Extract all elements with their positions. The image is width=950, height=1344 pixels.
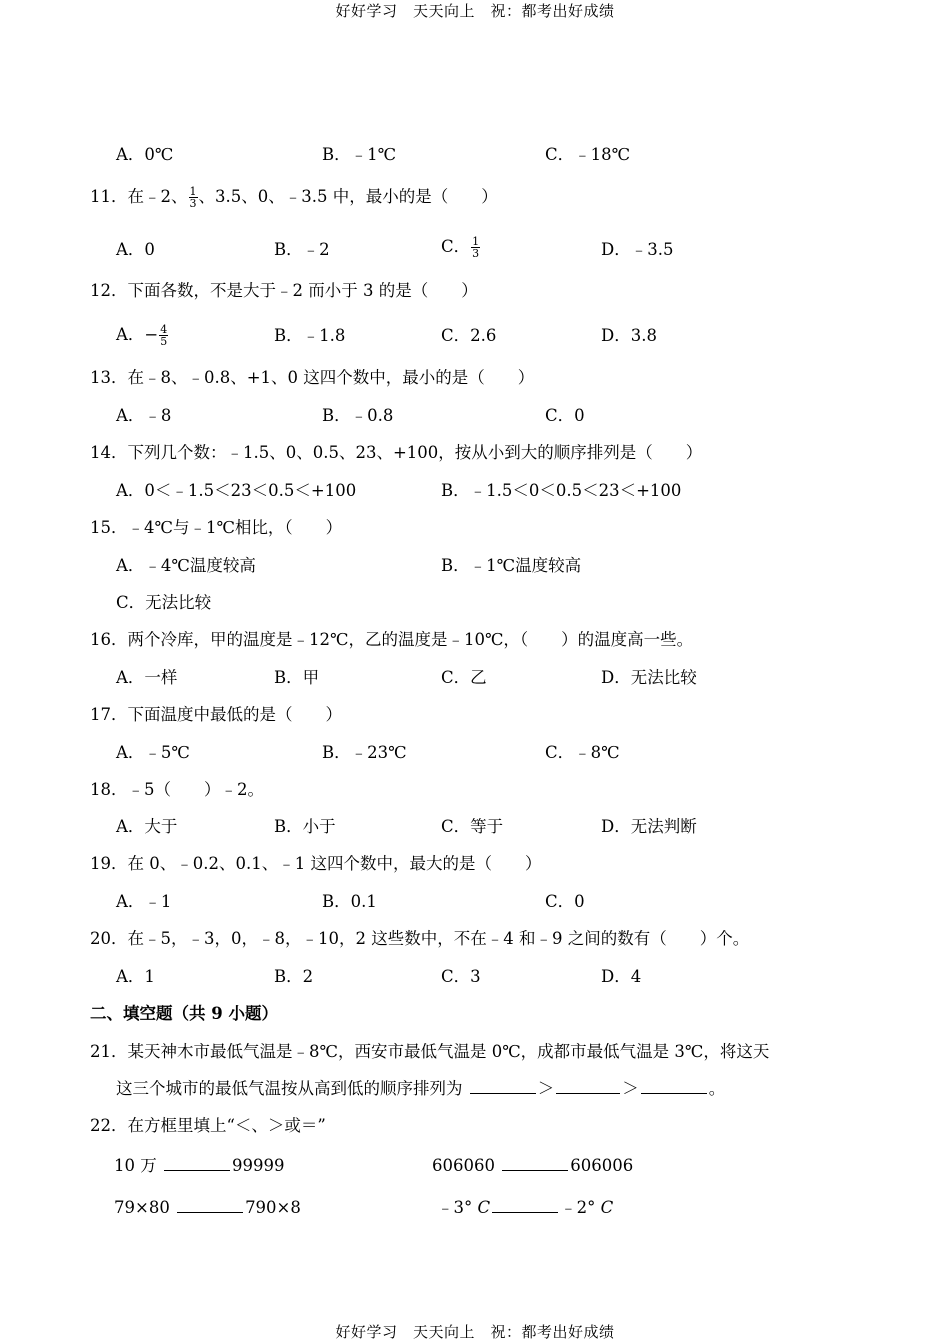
q22-row1-right xyxy=(432,1155,633,1177)
q12-option-d: D．3.8 xyxy=(601,326,657,345)
q11-fraction xyxy=(189,186,198,209)
q17-stem: 17．下面温度中最低的是（ ） xyxy=(90,705,342,724)
q10-option-b: B．﹣1℃ xyxy=(322,145,397,164)
q18-option-d: D．无法判断 xyxy=(601,817,697,836)
q11-option-a: A．0 xyxy=(116,240,155,259)
q19-option-b: B．0.1 xyxy=(322,892,377,911)
q22-r2-right-blank[interactable] xyxy=(492,1197,558,1213)
page-header: 好好学习 天天向上 祝：都考出好成绩 xyxy=(335,2,615,20)
q16-option-b: B．甲 xyxy=(274,668,320,687)
q18-option-b: B．小于 xyxy=(274,817,336,836)
q11-option-c-label: C． xyxy=(441,237,471,256)
section-title-fill-in: 二、填空题（共 9 小题） xyxy=(90,1004,278,1023)
q21-line2-text: 这三个城市的最低气温按从高到低的顺序排列为 xyxy=(116,1079,468,1098)
q16-stem: 16．两个冷库，甲的温度是﹣12℃，乙的温度是﹣10℃，（ ）的温度高一些。 xyxy=(90,630,694,649)
q20-option-c: C．3 xyxy=(441,967,481,986)
q14-option-a: A．0＜﹣1.5＜23＜0.5＜+100 xyxy=(116,481,357,500)
page-footer: 好好学习 天天向上 祝：都考出好成绩 xyxy=(335,1323,615,1341)
q12-option-a xyxy=(116,324,169,347)
q11-option-d: D．﹣3.5 xyxy=(601,240,674,259)
q22-row2-right xyxy=(437,1197,613,1219)
q21-gt-1: ＞ xyxy=(537,1079,555,1098)
q22-r2-right-unit-2: C xyxy=(600,1198,614,1217)
q19-stem: 19．在 0、﹣0.2、0.1、﹣1 这四个数中，最大的是（ ） xyxy=(90,854,542,873)
q11-option-b: B．﹣2 xyxy=(274,240,330,259)
q21-end: 。 xyxy=(708,1079,726,1098)
q22-r2-right-unit-1: C xyxy=(477,1198,491,1217)
q14-stem: 14．下列几个数：﹣1.5、0、0.5、23、+100，按从小到大的顺序排列是（ ） xyxy=(90,443,703,462)
q16-option-d: D．无法比较 xyxy=(601,668,697,687)
q12-stem: 12．下面各数，不是大于﹣2 而小于 3 的是（ ） xyxy=(90,281,478,300)
q17-option-b: B．﹣23℃ xyxy=(322,743,407,762)
q12-option-a-label: A．− xyxy=(116,325,159,344)
q22-r1-left-a: 10 万 xyxy=(114,1156,162,1175)
q13-option-c: C．0 xyxy=(545,406,585,425)
q21-stem-line1: 21．某天神木市最低气温是﹣8℃，西安市最低气温是 0℃，成都市最低气温是 3℃，将这天 xyxy=(90,1042,770,1061)
q11-option-c xyxy=(441,236,481,259)
q11-stem xyxy=(90,186,498,209)
q12-option-b: B．﹣1.8 xyxy=(274,326,346,345)
q10-option-c: C．﹣18℃ xyxy=(545,145,631,164)
q20-stem: 20．在﹣5，﹣3，0，﹣8，﹣10，2 这些数中，不在﹣4 和﹣9 之间的数有（ ）个。 xyxy=(90,929,750,948)
q15-stem: 15．﹣4℃与﹣1℃相比，（ ） xyxy=(90,518,343,537)
q18-option-c: C．等于 xyxy=(441,817,504,836)
q19-option-a: A．﹣1 xyxy=(116,892,172,911)
q22-r2-right-b: ﹣2° xyxy=(560,1198,596,1217)
q11-stem-suffix: 、3.5、0、﹣3.5 中，最小的是（ ） xyxy=(198,187,498,206)
q12-option-c: C．2.6 xyxy=(441,326,497,345)
q11-option-c-den: 3 xyxy=(472,247,480,260)
q11-option-c-fraction xyxy=(471,236,480,259)
q22-r1-left-blank[interactable] xyxy=(164,1155,230,1171)
q11-option-c-num: 1 xyxy=(472,235,480,248)
q21-blank-3[interactable] xyxy=(641,1078,707,1094)
q20-option-d: D．4 xyxy=(601,967,642,986)
q13-option-b: B．﹣0.8 xyxy=(322,406,394,425)
q21-gt-2: ＞ xyxy=(622,1079,639,1098)
q16-option-a: A．一样 xyxy=(116,668,178,687)
q22-r1-left-b: 99999 xyxy=(232,1156,285,1175)
q22-stem: 22．在方框里填上“＜、＞或＝” xyxy=(90,1116,326,1135)
q11-fraction-num: 1 xyxy=(189,185,197,198)
q22-r1-right-blank[interactable] xyxy=(502,1155,568,1171)
q22-row1-left xyxy=(114,1155,285,1177)
q17-option-a: A．﹣5℃ xyxy=(116,743,190,762)
q19-option-c: C．0 xyxy=(545,892,585,911)
q20-option-b: B．2 xyxy=(274,967,314,986)
q22-r1-right-a: 606060 xyxy=(432,1156,501,1175)
q22-r1-right-b: 606006 xyxy=(570,1156,634,1175)
q12-option-a-den: 5 xyxy=(160,335,168,348)
q10-option-a: A．0℃ xyxy=(116,145,174,164)
q16-option-c: C．乙 xyxy=(441,668,487,687)
q20-option-a: A．1 xyxy=(116,967,155,986)
q15-option-a: A．﹣4℃温度较高 xyxy=(116,556,256,575)
q12-option-a-fraction xyxy=(159,324,168,347)
q12-option-a-num: 4 xyxy=(160,323,168,336)
q11-stem-prefix: 11．在﹣2、 xyxy=(90,187,188,206)
q22-r2-right-a: ﹣3° xyxy=(437,1198,473,1217)
q22-r2-left-b: 790×8 xyxy=(245,1198,301,1217)
q21-blank-2[interactable] xyxy=(556,1078,620,1094)
q11-fraction-den: 3 xyxy=(189,197,197,210)
q13-stem: 13．在﹣8、﹣0.8、+1、0 这四个数中，最小的是（ ） xyxy=(90,368,535,387)
q15-option-b: B．﹣1℃温度较高 xyxy=(441,556,582,575)
q13-option-a: A．﹣8 xyxy=(116,406,172,425)
q22-r2-left-a: 79×80 xyxy=(114,1198,176,1217)
q18-option-a: A．大于 xyxy=(116,817,178,836)
q21-stem-line2 xyxy=(116,1078,725,1100)
q14-option-b: B．﹣1.5＜0＜0.5＜23＜+100 xyxy=(441,481,682,500)
q22-r2-left-blank[interactable] xyxy=(177,1197,243,1213)
q21-blank-1[interactable] xyxy=(470,1078,536,1094)
q22-row2-left xyxy=(114,1197,301,1219)
q17-option-c: C．﹣8℃ xyxy=(545,743,620,762)
q15-option-c: C．无法比较 xyxy=(116,593,212,612)
q18-stem: 18．﹣5（ ）﹣2。 xyxy=(90,780,264,799)
